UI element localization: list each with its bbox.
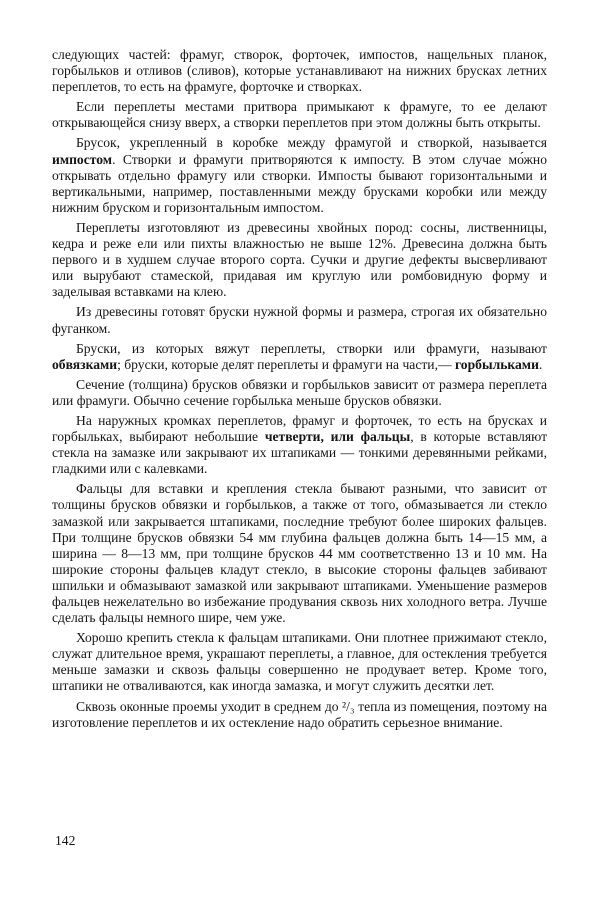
- text-run: Хорошо крепить стекла к фальцам штапиками. Они плотнее прижимают стекло, служат длительное время, украшают переплеты, а главное, для остекления требуется меньше замазки и сквозь фальцы совершенно не продувает ветер. Кроме того, штапики не отваливаются, как иногда замазка, и могут служить десятки лет.: [52, 630, 547, 694]
- text-run: .: [538, 356, 543, 372]
- text-run: Из древесины готовят бруски нужной формы и размера, строгая их обязательно фуганком.: [52, 304, 547, 336]
- paragraph: [52, 341, 547, 373]
- paragraph: [52, 135, 547, 215]
- text-column: [52, 47, 547, 731]
- text-run: . Створки и фрамуги притворяются к импосту. В этом случае мо́жно открывать отдельно фрамугу или створки. Импосты бывают горизонтальными и вертикальными, например, поставленными между брусками коробки или между нижним бруском и горизонтальным импостом.: [52, 151, 547, 215]
- page-number: 142: [55, 833, 76, 848]
- bold-term: обвязками: [52, 356, 118, 372]
- text-run: ; бруски, которые делят переплеты и фрамуги на части,—: [117, 356, 455, 372]
- text-run: Сечение (толщина) брусков обвязки и горбыльков зависит от размера переплета или фрамуги. Обычно сечение горбылька меньше брусков обвязки.: [52, 376, 547, 408]
- text-run: тепла из помещения, поэтому на изготовление переплетов и их остекление надо обратить серьезное внимание.: [52, 698, 548, 730]
- paragraph: [52, 99, 547, 131]
- text-run: На наружных кромках переплетов, фрамуг и форточек, то есть на брусках и горбыльках, выбирают небольшие: [52, 412, 547, 445]
- paragraph: [52, 377, 547, 409]
- paragraph: [52, 699, 547, 731]
- bold-term: горбыльками: [454, 356, 539, 372]
- text-run: Брусок, укрепленный в коробке между фрамугой и створкой, называется: [76, 135, 547, 151]
- paragraph: [52, 630, 547, 694]
- paragraph: [52, 481, 547, 626]
- paragraph: [52, 413, 547, 477]
- page-body: [52, 47, 547, 735]
- text-run: ²/₃: [342, 698, 355, 714]
- bold-term: импостом: [52, 151, 113, 167]
- text-run: Переплеты изготовляют из древесины хвойных пород: сосны, лиственницы, кедра и реже ели или пихты влажностью не выше 12%. Древесина должна быть первого и в худшем случае второго сорта. Сучки и другие дефекты высверливают или вырубают стамеской, придавая им круглую или ромбовидную форму и заделывая вставками на клею.: [52, 219, 547, 300]
- bold-term: четверти, или фальцы: [264, 429, 411, 445]
- text-run: Если переплеты местами притвора примыкают к фрамуге, то ее делают открывающейся снизу вверх, а створки переплетов при этом должны быть открыты.: [52, 99, 547, 131]
- paragraph: [52, 220, 547, 300]
- paragraph: [52, 304, 547, 336]
- text-run: Фальцы для вставки и крепления стекла бывают разными, что зависит от толщины брусков обвязки и горбыльков, а также от того, обмазывается ли стекло замазкой или закрывается штапиками, последние требуют более широких фальцев. При толщине брусков обвязки 54 мм глубина фальцев должна быть 14—15 мм, а ширина — 8—13 мм, при толщине брусков 44 мм соответственно 13 и 10 мм. На широкие стороны фальцев кладут стекло, в высокие стороны фальцев забивают шпильки и обмазывают замазкой или закрывают штапиками. Уменьшение размеров фальцев нежелательно во избежание продувания сквозь них холодного ветра. Лучше сделать фальцы немного шире, чем уже.: [52, 481, 547, 626]
- text-run: , в которые вставляют стекла на замазке или закрывают их штапиками — тонкими деревянными рейками, гладкими или с калевками.: [52, 429, 548, 477]
- paragraph: [52, 47, 547, 95]
- text-run: Сквозь оконные проемы уходит в среднем до: [76, 698, 343, 714]
- text-run: следующих частей: фрамуг, створок, форточек, импостов, нащельных планок, горбыльков и отливов (сливов), которые устанавливают на нижних брусках летних переплетов, то есть на фрамуге, форточке и створках.: [52, 47, 547, 95]
- text-run: Бруски, из которых вяжут переплеты, створки или фрамуги, называют: [76, 340, 547, 356]
